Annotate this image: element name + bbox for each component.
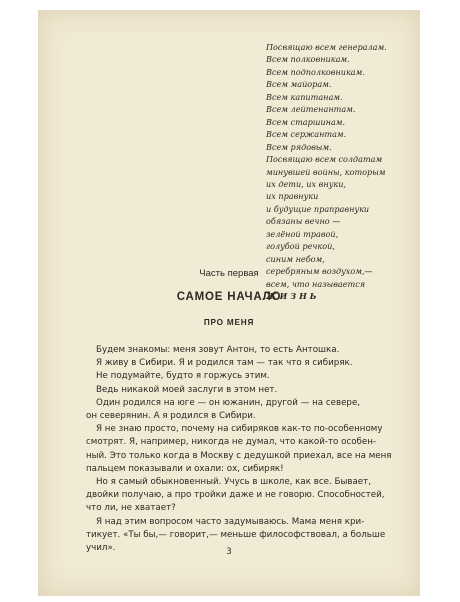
book-page bbox=[38, 10, 420, 596]
dedication-line: серебряным воздухом,— bbox=[266, 266, 373, 277]
body-line: что ли, не хватает? bbox=[86, 503, 176, 514]
dedication-line: и будущие праправнуки bbox=[266, 203, 370, 214]
dedication-final-word: ЖИЗНЬ bbox=[266, 291, 320, 302]
dedication-line: Посвящаю всем солдатам bbox=[266, 154, 383, 165]
dedication-line: всем, что называется bbox=[266, 278, 366, 289]
page-number: 3 bbox=[226, 547, 232, 557]
dedication-line: голубой речкой, bbox=[266, 241, 335, 252]
body-line: смотрят. Я, например, никогда не думал, что какой-то особен- bbox=[86, 437, 377, 448]
body-line: Ведь никакой моей заслуги в этом нет. bbox=[96, 384, 278, 395]
dedication-line: обязаны вечно — bbox=[266, 216, 341, 227]
dedication-epigraph bbox=[266, 41, 387, 303]
dedication-line: Всем майорам. bbox=[266, 79, 332, 90]
body-line: Не подумайте, будто я горжусь этим. bbox=[96, 371, 270, 382]
dedication-line: Всем рядовым. bbox=[266, 141, 332, 152]
body-line: двойки получаю, а про тройки даже и не говорю. Способностей, bbox=[86, 490, 385, 501]
dedication-line: синим небом, bbox=[266, 253, 325, 264]
dedication-line: Всем старшинам. bbox=[266, 116, 346, 127]
body-line: Я живу в Сибири. Я и родился там — так что я сибиряк. bbox=[96, 358, 353, 369]
dedication-line: Всем капитанам. bbox=[266, 91, 343, 102]
dedication-line: их правнуки bbox=[266, 191, 319, 202]
body-line: пальцем показывали и охали: ох, сибиряк! bbox=[86, 463, 284, 474]
body-line: учил». bbox=[86, 543, 116, 554]
dedication-line: Посвящаю всем генералам. bbox=[266, 42, 387, 52]
body-line: Будем знакомы: меня зовут Антон, то есть Антошка. bbox=[96, 345, 340, 355]
body-line: ный. Это только когда в Москву с дедушкой приехал, все на меня bbox=[86, 450, 392, 461]
body-line: Я не знаю просто, почему на сибиряков как-то по-особенному bbox=[96, 424, 383, 435]
dedication-line: Всем подполковникам. bbox=[266, 66, 365, 77]
dedication-line: Всем полковникам. bbox=[266, 54, 350, 65]
body-line: Я над этим вопросом часто задумываюсь. Мама меня кри- bbox=[96, 516, 365, 527]
chapter-body bbox=[86, 344, 392, 555]
page-title: САМОЕ НАЧАЛО bbox=[176, 291, 282, 303]
dedication-line: их дети, их внуки, bbox=[266, 178, 347, 189]
dedication-line: Всем сержантам. bbox=[266, 129, 347, 140]
part-label: Часть первая bbox=[199, 268, 259, 279]
body-line: тикует. «Ты бы,— говорит,— меньше философствовал, а больше bbox=[86, 529, 386, 540]
chapter-title: ПРО МЕНЯ bbox=[203, 318, 255, 327]
dedication-line: минувшей войны, которым bbox=[266, 166, 386, 177]
dedication-line: Всем лейтенантам. bbox=[266, 104, 356, 115]
dedication-line: зелёной травой, bbox=[266, 228, 339, 239]
body-line: Один родился на юге — он южанин, другой — на севере, bbox=[96, 397, 361, 408]
body-line: он северянин. А я родился в Сибири. bbox=[86, 411, 256, 422]
body-line: Но я самый обыкновенный. Учусь в школе, как все. Бывает, bbox=[96, 477, 371, 488]
